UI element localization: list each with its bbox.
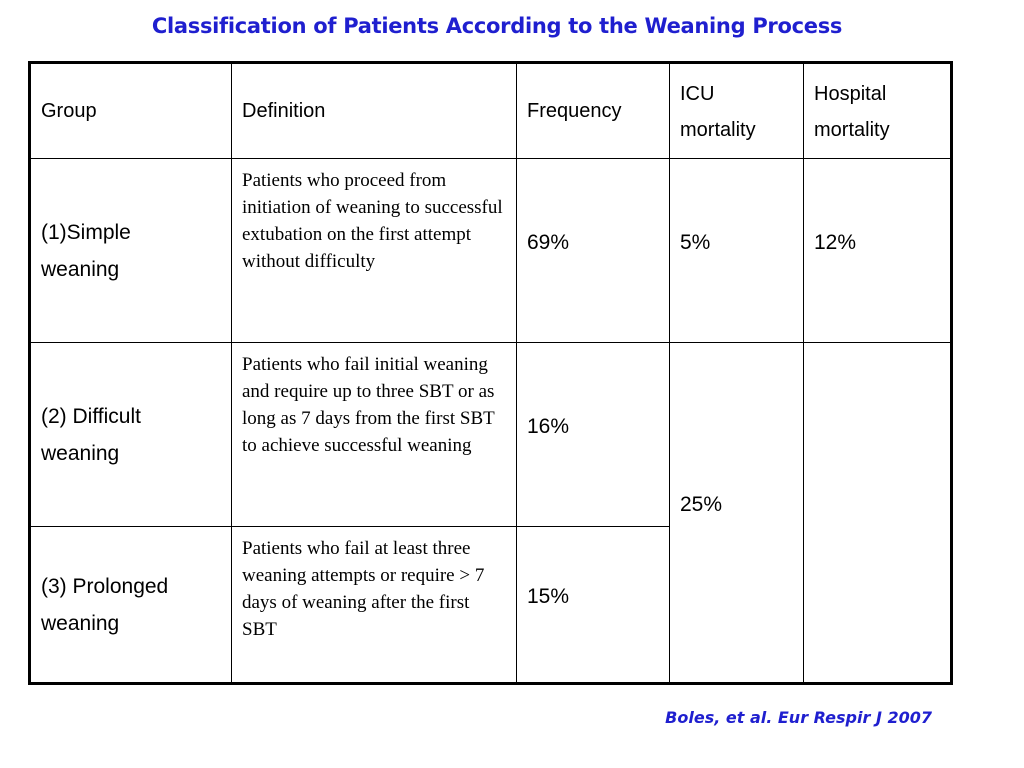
definition-cell: Patients who proceed from initiation of weaning to successful extubation on the first attempt without difficulty: [232, 159, 517, 343]
icu-mortality-merged-cell: 25%: [670, 343, 804, 684]
citation: Boles, et al. Eur Respir J 2007: [665, 708, 932, 727]
hospital-mortality-cell: 12%: [804, 159, 952, 343]
definition-cell: Patients who fail at least three weaning attempts or require > 7 days of weaning after the first SBT: [232, 527, 517, 684]
weaning-classification-table: [28, 61, 953, 685]
table-row: [30, 343, 952, 527]
header-definition: Definition: [232, 63, 517, 159]
frequency-cell: 69%: [517, 159, 670, 343]
header-hospital-mortality: Hospital mortality: [804, 63, 952, 159]
definition-cell: Patients who fail initial weaning and require up to three SBT or as long as 7 days from the first SBT to achieve successful weaning: [232, 343, 517, 527]
table-header-row: [30, 63, 952, 159]
group-cell: (3) Prolonged weaning: [30, 527, 232, 684]
group-cell: (1)Simple weaning: [30, 159, 232, 343]
header-frequency: Frequency: [517, 63, 670, 159]
header-icu-mortality: ICU mortality: [670, 63, 804, 159]
slide-title: Classification of Patients According to the Weaning Process: [151, 14, 843, 38]
frequency-cell: 15%: [517, 527, 670, 684]
frequency-cell: 16%: [517, 343, 670, 527]
header-group: Group: [30, 63, 232, 159]
table-row: [30, 159, 952, 343]
hospital-mortality-empty-cell: [804, 343, 952, 684]
icu-mortality-cell: 5%: [670, 159, 804, 343]
group-cell: (2) Difficult weaning: [30, 343, 232, 527]
